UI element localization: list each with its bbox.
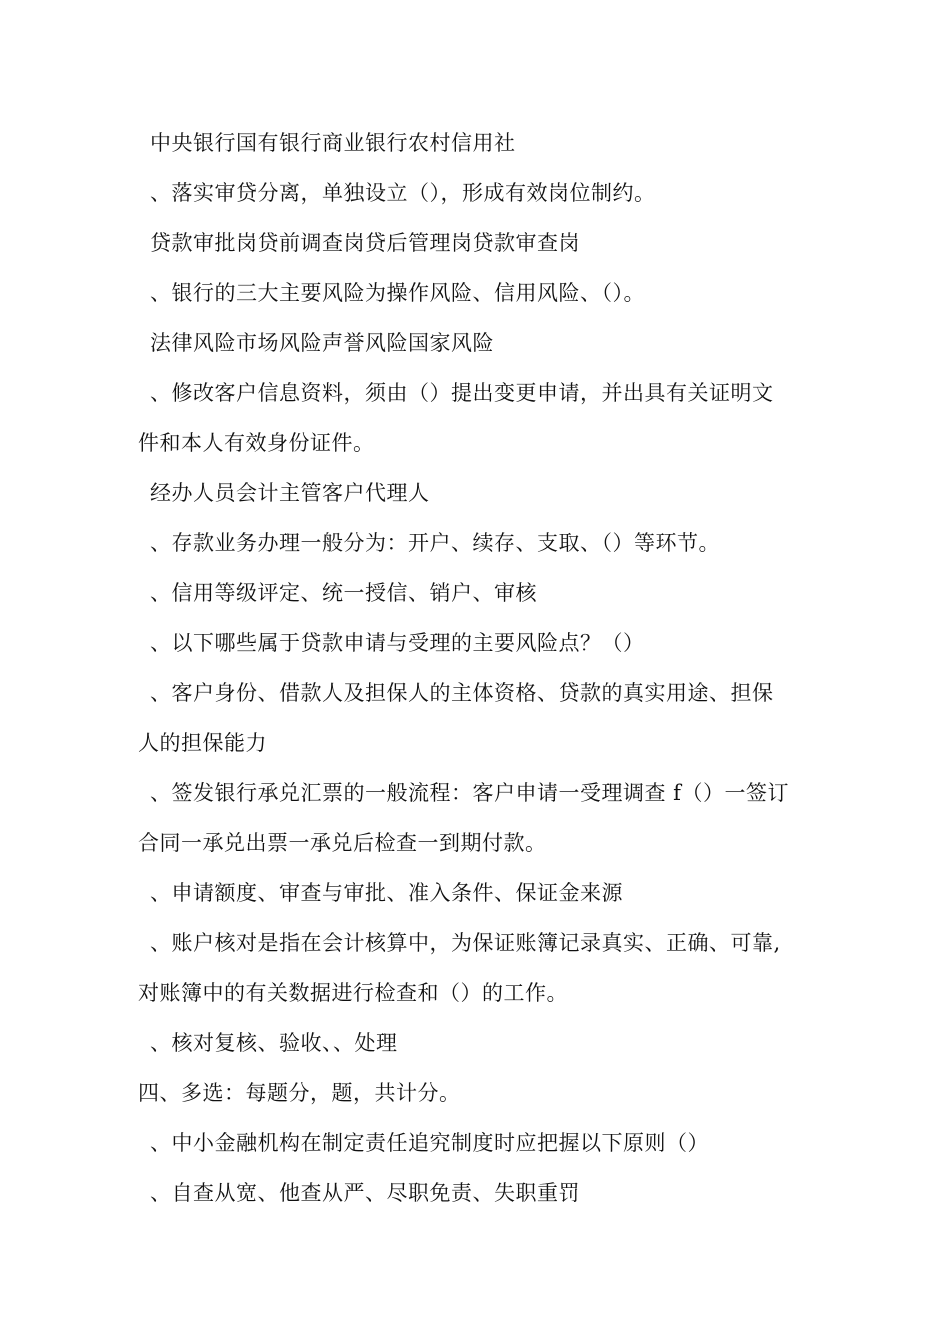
text-line: 经办人员会计主管客户代理人 [150, 481, 430, 505]
text-line: 法律风险市场风险声誉风险国家风险 [150, 331, 494, 355]
text-line: 、落实审贷分离，单独设立（），形成有效岗位制约。 [150, 181, 656, 205]
text-line: 人的担保能力 [138, 731, 267, 755]
text-line: 、核对复核、验收、、处理 [150, 1031, 398, 1055]
text-line: 、账户核对是指在会计核算中，为保证账簿记录真实、正确、可靠, [150, 931, 781, 955]
text-line: 、中小金融机构在制定责任追究制度时应把握以下原则（） [150, 1131, 709, 1155]
text-line: 中央银行国有银行商业银行农村信用社 [150, 131, 516, 155]
text-line: 、修改客户信息资料，须由（）提出变更申请，并出具有关证明文 [150, 381, 774, 405]
text-line: 、银行的三大主要风险为操作风险、信用风险、（）。 [150, 281, 645, 305]
text-line: 、信用等级评定、统一授信、销户、审核 [150, 581, 537, 605]
text-line: 、签发银行承兑汇票的一般流程：客户申请一受理调查 f（）一签订 [150, 781, 789, 805]
text-line: 、客户身份、借款人及担保人的主体资格、贷款的真实用途、担保 [150, 681, 774, 705]
section-heading: 四、多选：每题分，题，共计分。 [138, 1081, 461, 1105]
text-line: 对账簿中的有关数据进行检查和（）的工作。 [138, 981, 568, 1005]
text-line: 件和本人有效身份证件。 [138, 431, 375, 455]
text-line: 、存款业务办理一般分为：开户、续存、支取、（）等环节。 [150, 531, 720, 555]
text-line: 、以下哪些属于贷款申请与受理的主要风险点？（） [150, 631, 645, 655]
text-line: 、自查从宽、他查从严、尽职免责、失职重罚 [150, 1181, 580, 1205]
text-line: 、申请额度、审查与审批、准入条件、保证金来源 [150, 881, 623, 905]
text-line: 贷款审批岗贷前调查岗贷后管理岗贷款审查岗 [150, 231, 580, 255]
text-line: 合同一承兑出票一承兑后检查一到期付款。 [138, 831, 547, 855]
